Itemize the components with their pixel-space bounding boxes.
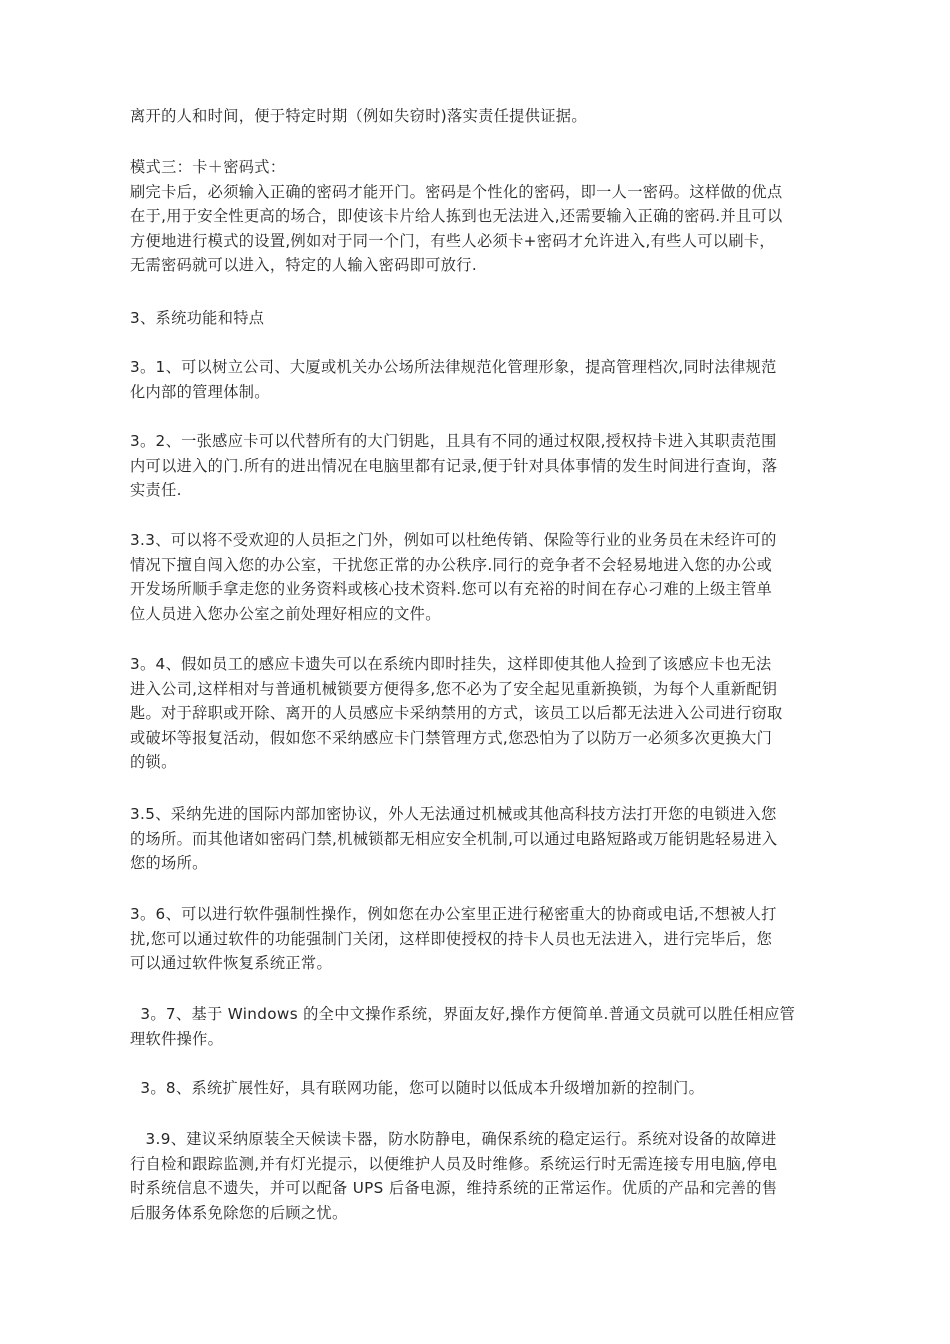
text-line: 开发场所顺手拿走您的业务资料或核心技术资料.您可以有充裕的时间在存心刁难的上级主管单	[130, 580, 773, 599]
text-line: 实责任.	[130, 481, 182, 500]
text-line: 离开的人和时间，便于特定时期（例如失窃时)落实责任提供证据。	[130, 107, 587, 125]
text-line: 3。8、系统扩展性好，具有联网功能，您可以随时以低成本升级增加新的控制门。	[130, 1079, 705, 1097]
text-line: 匙。对于辞职或开除、离开的人员感应卡采纳禁用的方式，该员工以后都无法进入公司进行窃取	[130, 704, 783, 723]
text-line: 后服务体系免除您的后顾之忧。	[130, 1203, 348, 1222]
text-line: 3。7、基于 Windows 的全中文操作系统，界面友好,操作方便简单.普通文员就可以胜任相应管	[130, 1005, 796, 1023]
paragraph-3-6	[130, 902, 830, 976]
paragraph-3-9	[130, 1127, 830, 1225]
paragraph-3-5	[130, 802, 830, 876]
text-line: 化内部的管理体制。	[130, 382, 270, 401]
text-line: 时系统信息不遗失，并可以配备 UPS 后备电源，维持系统的正常运作。优质的产品和完善的售	[130, 1179, 778, 1198]
text-line: 3.9、建议采纳原装全天候读卡器，防水防静电，确保系统的稳定运行。系统对设备的故障进	[130, 1130, 777, 1148]
paragraph-mode3	[130, 155, 830, 278]
text-line: 方便地进行模式的设置,例如对于同一个门，有些人必须卡+密码才允许进入,有些人可以刷卡，	[130, 231, 775, 250]
text-line: 3。6、可以进行软件强制性操作，例如您在办公室里正进行秘密重大的协商或电话,不想被人打	[130, 905, 777, 923]
text-line: 的场所。而其他诸如密码门禁,机械锁都无相应安全机制,可以通过电路短路或万能钥匙轻易进入	[130, 829, 778, 848]
text-line: 3.5、采纳先进的国际内部加密协议，外人无法通过机械或其他高科技方法打开您的电锁进入您	[130, 805, 777, 823]
text-line: 3。4、假如员工的感应卡遗失可以在系统内即时挂失，这样即使其他人捡到了该感应卡也无法	[130, 655, 772, 673]
text-line: 位人员进入您办公室之前处理好相应的文件。	[130, 604, 441, 623]
paragraph-3-7	[130, 1002, 830, 1051]
text-line: 3、系统功能和特点	[130, 309, 265, 327]
text-line: 在于,用于安全性更高的场合，即使该卡片给人拣到也无法进入,还需要输入正确的密码.并且可以	[130, 207, 783, 226]
text-line: 您的场所。	[130, 854, 208, 873]
paragraph-3-1	[130, 355, 830, 404]
text-line: 扰,您可以通过软件的功能强制门关闭，这样即使授权的持卡人员也无法进入，进行完毕后，您	[130, 929, 773, 948]
text-line: 或破坏等报复活动，假如您不采纳感应卡门禁管理方式,您恐怕为了以防万一必须多次更换大门	[130, 728, 773, 747]
paragraph-3-4	[130, 652, 830, 775]
text-line: 理软件操作。	[130, 1029, 224, 1048]
text-line: 3.3、可以将不受欢迎的人员拒之门外，例如可以杜绝传销、保险等行业的业务员在未经许可的	[130, 531, 777, 549]
paragraph-3-2	[130, 429, 830, 503]
text-line: 3。1、可以树立公司、大厦或机关办公场所法律规范化管理形象，提高管理档次,同时法律规范	[130, 358, 777, 376]
text-line: 内可以进入的门.所有的进出情况在电脑里都有记录,便于针对具体事情的发生时间进行查询，落	[130, 456, 778, 475]
text-line: 可以通过软件恢复系统正常。	[130, 954, 332, 973]
paragraph-3-3	[130, 528, 830, 626]
paragraph-intro-tail	[130, 104, 830, 129]
section-heading-3	[130, 306, 830, 331]
text-line: 进入公司,这样相对与普通机械锁要方便得多,您不必为了安全起见重新换锁，为每个人重新配钥	[130, 679, 778, 698]
text-line: 行自检和跟踪监测,并有灯光提示，以便维护人员及时维修。系统运行时无需连接专用电脑,停电	[130, 1154, 778, 1173]
text-line: 情况下擅自闯入您的办公室，干扰您正常的办公秩序.同行的竞争者不会轻易地进入您的办公或	[130, 555, 773, 574]
text-line: 模式三：卡＋密码式：	[130, 158, 286, 176]
text-line: 刷完卡后，必须输入正确的密码才能开门。密码是个性化的密码，即一人一密码。这样做的优点	[130, 182, 783, 201]
text-line: 无需密码就可以进入，特定的人输入密码即可放行.	[130, 256, 478, 275]
paragraph-3-8	[130, 1076, 830, 1101]
text-line: 的锁。	[130, 753, 177, 772]
text-line: 3。2、一张感应卡可以代替所有的大门钥匙，且具有不同的通过权限,授权持卡进入其职责范围	[130, 432, 777, 450]
